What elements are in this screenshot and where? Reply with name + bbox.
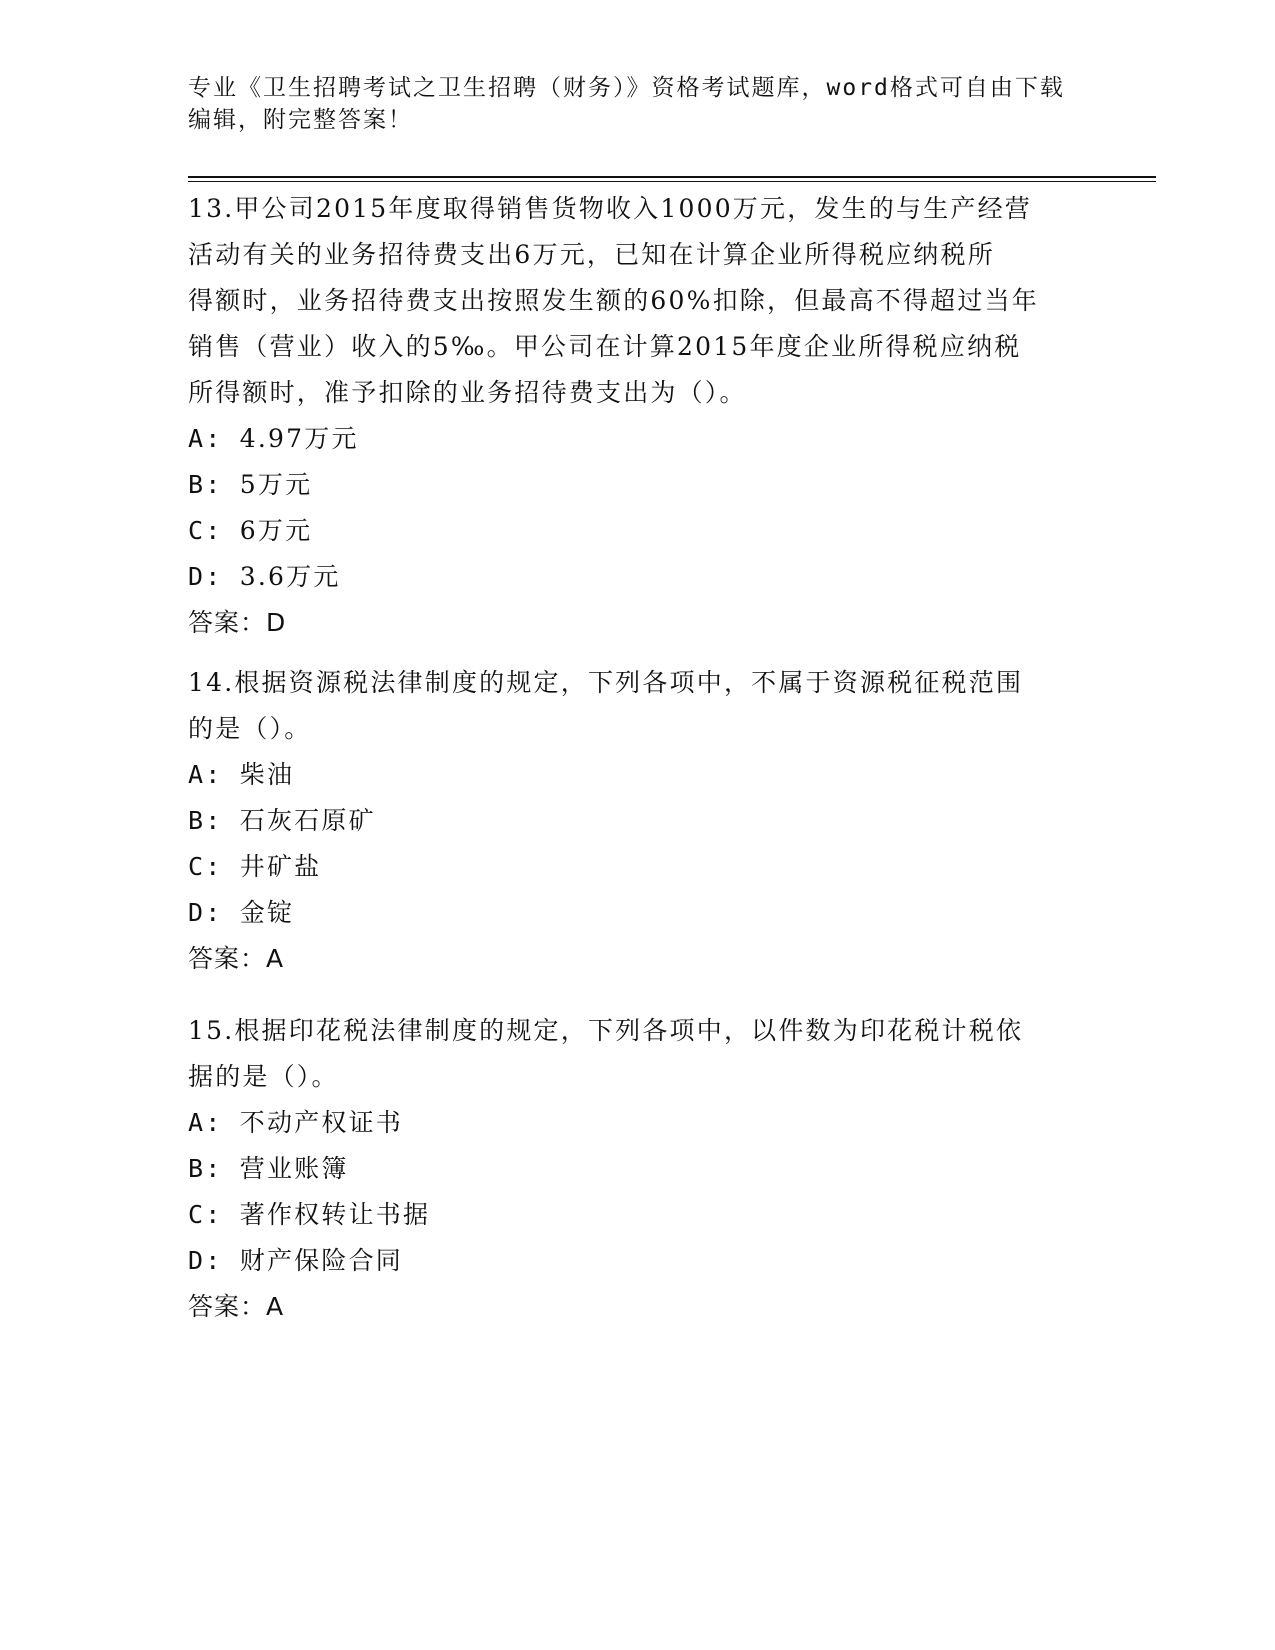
option-b xyxy=(188,462,1088,508)
option-label: D: xyxy=(188,898,223,927)
option-text: 6万元 xyxy=(239,516,313,545)
option-text: 金锭 xyxy=(239,898,295,927)
option-d xyxy=(188,554,1088,600)
option-text: 石灰石原矿 xyxy=(239,806,376,835)
option-b xyxy=(188,1146,1088,1192)
question-stem-line: 得额时，业务招待费支出按照发生额的60%扣除，但最高不得超过当年 xyxy=(188,286,1039,315)
option-a xyxy=(188,416,1088,462)
option-label: C: xyxy=(188,1200,223,1229)
option-c xyxy=(188,508,1088,554)
question-stem-line: 14.根据资源税法律制度的规定，下列各项中，不属于资源税征税范围 xyxy=(188,668,1024,697)
option-a xyxy=(188,752,1088,798)
option-label: C: xyxy=(188,852,223,881)
answer-line: 答案：A xyxy=(188,944,285,973)
option-text: 3.6万元 xyxy=(239,562,341,591)
question-15 xyxy=(188,1008,1088,1330)
option-label: B: xyxy=(188,806,223,835)
header-line-1: 专业《卫生招聘考试之卫生招聘（财务）》资格考试题库，word格式可自由下载 xyxy=(188,75,1065,101)
option-label: B: xyxy=(188,1154,223,1183)
option-text: 不动产权证书 xyxy=(239,1108,403,1137)
option-text: 著作权转让书据 xyxy=(239,1200,431,1229)
option-label: A: xyxy=(188,1108,223,1137)
option-label: A: xyxy=(188,424,223,453)
option-label: A: xyxy=(188,760,223,789)
header-rule-thin xyxy=(188,181,1156,182)
question-stem-line: 13.甲公司2015年度取得销售货物收入1000万元，发生的与生产经营 xyxy=(188,194,1033,223)
header-rule-thick xyxy=(188,176,1156,178)
option-text: 4.97万元 xyxy=(239,424,359,453)
option-text: 营业账簿 xyxy=(239,1154,349,1183)
option-c xyxy=(188,1192,1088,1238)
question-stem-line: 活动有关的业务招待费支出6万元，已知在计算企业所得税应纳税所 xyxy=(188,240,995,269)
option-text: 柴油 xyxy=(239,760,295,789)
option-label: D: xyxy=(188,562,223,591)
option-text: 5万元 xyxy=(239,470,313,499)
answer-line: 答案：D xyxy=(188,608,287,637)
option-b xyxy=(188,798,1088,844)
question-stem-line: 的是（）。 xyxy=(188,714,312,743)
option-label: D: xyxy=(188,1246,223,1275)
answer-line: 答案：A xyxy=(188,1292,285,1321)
option-d xyxy=(188,1238,1088,1284)
question-stem-line: 所得额时，准予扣除的业务招待费支出为（）。 xyxy=(188,378,747,407)
question-stem-line: 销售（营业）收入的5‰。甲公司在计算2015年度企业所得税应纳税 xyxy=(188,332,1022,361)
option-text: 井矿盐 xyxy=(239,852,322,881)
option-label: C: xyxy=(188,516,223,545)
question-14 xyxy=(188,660,1088,982)
option-label: B: xyxy=(188,470,223,499)
option-c xyxy=(188,844,1088,890)
document-header xyxy=(188,72,1088,136)
option-d xyxy=(188,890,1088,936)
question-13 xyxy=(188,186,1088,646)
question-stem-line: 15.根据印花税法律制度的规定，下列各项中，以件数为印花税计税依 xyxy=(188,1016,1024,1045)
option-text: 财产保险合同 xyxy=(239,1246,403,1275)
header-line-2: 编辑，附完整答案！ xyxy=(188,107,413,133)
option-a xyxy=(188,1100,1088,1146)
question-stem-line: 据的是（）。 xyxy=(188,1062,339,1091)
